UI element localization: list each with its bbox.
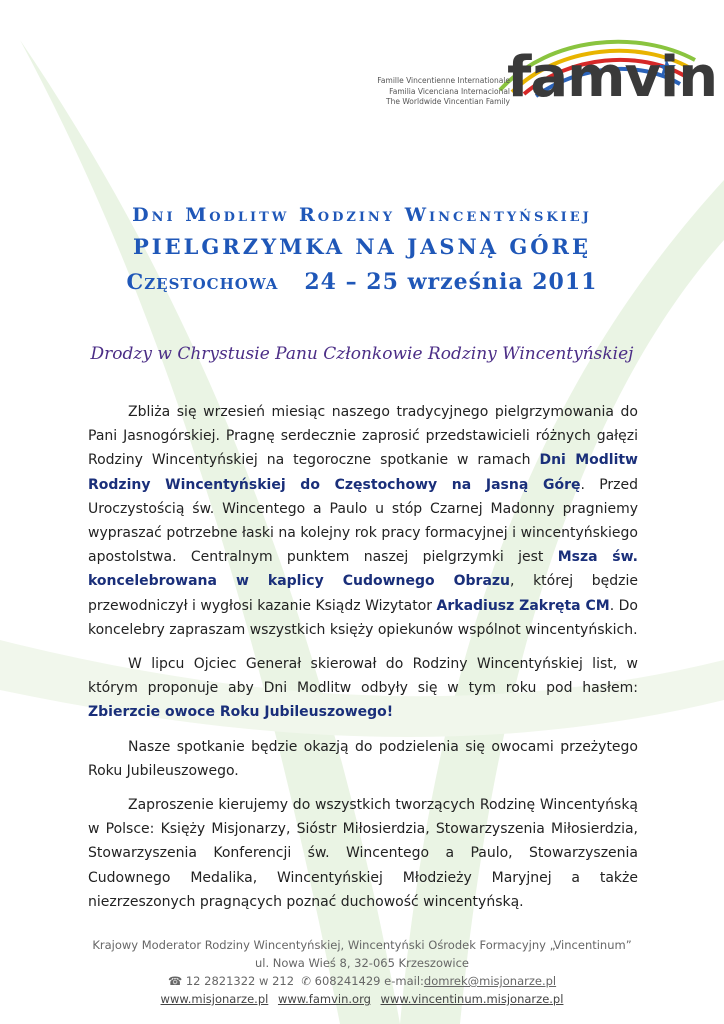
logo-line-fr: Famille Vincentienne Internationale (377, 76, 510, 85)
paragraph-text: . Przed Uroczystością św. Wincentego a Paulo u stóp Czarnej Madonny pragniemy wypraszać potrzebne łaski na kolejny rok pracy formacyjnej i wincentyńskiego apostolstwa. Centralnym punktem naszej pielgrzymki jest (88, 476, 639, 566)
logo-line-en: The Worldwide Vincentian Family (386, 97, 510, 106)
paragraph-text: W lipcu Ojciec Generał skierował do Rodziny Wincentyńskiej list, w którym proponuje aby Dni Modlitw odbyły się w tym roku pod hasłem: (88, 656, 638, 697)
famvin-logo (370, 30, 718, 150)
paragraph-text: . Do koncelebry zapraszam wszystkich księży opiekunów wspólnot wincentyńskich. (88, 597, 639, 638)
footer-link-misjonarze[interactable]: www.misjonarze.pl (160, 992, 269, 1006)
title-city: Częstochowa (126, 269, 279, 294)
footer-mobile: ✆ 608241429 (301, 974, 381, 988)
emphasis-text: Dni Modlitw Rodziny Wincentyńskiej do Częstochowy na Jasną Górę (88, 452, 638, 493)
footer-contact (30, 972, 694, 990)
paragraph-text: Nasze spotkanie będzie okazją do podzielenia się owocami przeżytego Roku Jubileuszowego. (88, 738, 638, 779)
logo-line-es: Familia Vicenciana Internacional (389, 86, 510, 96)
footer-phone: ☎ 12 2821322 w 212 (167, 974, 295, 988)
title-line-1: Dni Modlitw Rodziny Wincentyńskiej (132, 204, 592, 226)
emphasis-text: Zbierzcie owoce Roku Jubileuszowego! (88, 704, 394, 721)
title-date: 24 – 25 września 2011 (304, 269, 598, 295)
footer-address: ul. Nowa Wieś 8, 32-065 Krzeszowice (254, 956, 470, 970)
footer-links (30, 990, 694, 1008)
paragraph (88, 793, 638, 914)
footer-link-vincentinum[interactable]: www.vincentinum.misjonarze.pl (380, 992, 564, 1006)
footer-organization: Krajowy Moderator Rodziny Wincentyńskiej, Wincentyński Ośrodek Formacyjny „Vincentinum” (92, 938, 632, 952)
paragraph-text: Zaproszenie kierujemy do wszystkich tworzących Rodzinę Wincentyńską w Polsce: Księży Misjonarzy, Sióstr Miłosierdzia, Stowarzyszenia Miłosierdzia, Stowarzyszenia Konferencji św. Wincentego a Paulo, Stowarzyszenia Cudownego Medalika, Wincentyńskiej Młodzieży Maryjnej a także niezrzeszonych pragnących poznać duchowość wincentyńską. (88, 797, 638, 910)
emphasis-text: Msza św. koncelebrowana w kaplicy Cudownego Obrazu (88, 549, 638, 590)
footer-email-label: e-mail: (384, 974, 424, 988)
letter-body (88, 400, 638, 924)
paragraph (88, 400, 638, 642)
footer-link-famvin[interactable]: www.famvin.org (277, 992, 371, 1006)
footer-email-link[interactable]: domrek@misjonarze.pl (423, 974, 557, 988)
greeting: Drodzy w Chrystusie Panu Członkowie Rodziny Wincentyńskiej (90, 344, 634, 364)
footer (30, 936, 694, 1008)
paragraph-text: , której będzie przewodniczył i wygłosi kazanie Ksiądz Wizytator (88, 573, 639, 614)
paragraph (88, 735, 638, 783)
paragraph (88, 652, 638, 725)
title-line-2: PIELGRZYMKA NA JASNĄ GÓRĘ (132, 234, 592, 259)
paragraph-text: Zbliża się wrzesień miesiąc naszego tradycyjnego pielgrzymowania do Pani Jasnogórskiej. Pragnę serdecznie zaprosić przedstawicieli różnych gałęzi Rodziny Wincentyńskiej na tegoroczne spotkanie w ramach (88, 404, 638, 469)
emphasis-text: Arkadiusz Zakręta CM (436, 597, 610, 614)
logo-wordmark: famvin (507, 45, 718, 110)
document-title (30, 200, 694, 300)
title-line-3 (30, 264, 694, 300)
